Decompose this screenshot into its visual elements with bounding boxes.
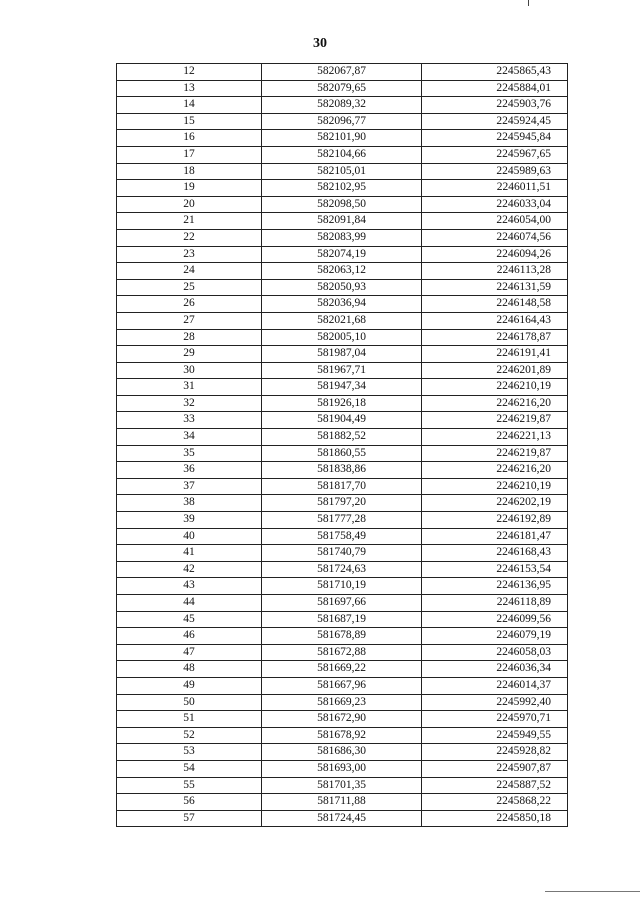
table-row <box>117 130 568 147</box>
y-coordinate-cell: 2246181,47 <box>422 528 568 545</box>
y-coordinate-cell: 2245884,01 <box>422 80 568 97</box>
x-coordinate-cell: 582079,65 <box>262 80 422 97</box>
y-coordinate-cell: 2245868,22 <box>422 794 568 811</box>
x-coordinate-cell: 581740,79 <box>262 545 422 562</box>
table-row <box>117 760 568 777</box>
point-number-cell: 44 <box>117 595 262 612</box>
x-coordinate-cell: 581724,63 <box>262 561 422 578</box>
x-coordinate-cell: 581947,34 <box>262 379 422 396</box>
x-coordinate-cell: 582091,84 <box>262 213 422 230</box>
y-coordinate-cell: 2246148,58 <box>422 296 568 313</box>
point-number-cell: 20 <box>117 196 262 213</box>
point-number-cell: 17 <box>117 146 262 163</box>
y-coordinate-cell: 2245907,87 <box>422 760 568 777</box>
table-row <box>117 329 568 346</box>
x-coordinate-cell: 581882,52 <box>262 429 422 446</box>
x-coordinate-cell: 581686,30 <box>262 744 422 761</box>
y-coordinate-cell: 2246153,54 <box>422 561 568 578</box>
x-coordinate-cell: 581672,88 <box>262 644 422 661</box>
y-coordinate-cell: 2246136,95 <box>422 578 568 595</box>
x-coordinate-cell: 581697,66 <box>262 595 422 612</box>
point-number-cell: 14 <box>117 97 262 114</box>
point-number-cell: 19 <box>117 180 262 197</box>
x-coordinate-cell: 581693,00 <box>262 760 422 777</box>
point-number-cell: 51 <box>117 711 262 728</box>
x-coordinate-cell: 581724,45 <box>262 810 422 827</box>
point-number-cell: 40 <box>117 528 262 545</box>
x-coordinate-cell: 582021,68 <box>262 312 422 329</box>
x-coordinate-cell: 581758,49 <box>262 528 422 545</box>
x-coordinate-cell: 581687,19 <box>262 611 422 628</box>
x-coordinate-cell: 581672,90 <box>262 711 422 728</box>
point-number-cell: 24 <box>117 263 262 280</box>
table-row <box>117 196 568 213</box>
table-row <box>117 694 568 711</box>
y-coordinate-cell: 2246168,43 <box>422 545 568 562</box>
table-row <box>117 462 568 479</box>
point-number-cell: 15 <box>117 113 262 130</box>
table-row <box>117 545 568 562</box>
point-number-cell: 38 <box>117 495 262 512</box>
table-row <box>117 163 568 180</box>
y-coordinate-cell: 2245928,82 <box>422 744 568 761</box>
x-coordinate-cell: 581797,20 <box>262 495 422 512</box>
point-number-cell: 45 <box>117 611 262 628</box>
point-number-cell: 43 <box>117 578 262 595</box>
table-row <box>117 213 568 230</box>
point-number-cell: 28 <box>117 329 262 346</box>
x-coordinate-cell: 581817,70 <box>262 478 422 495</box>
y-coordinate-cell: 2246178,87 <box>422 329 568 346</box>
x-coordinate-cell: 582050,93 <box>262 279 422 296</box>
table-row <box>117 661 568 678</box>
table-row <box>117 611 568 628</box>
y-coordinate-cell: 2246113,28 <box>422 263 568 280</box>
x-coordinate-cell: 581669,22 <box>262 661 422 678</box>
table-row <box>117 429 568 446</box>
table-row <box>117 279 568 296</box>
table-row <box>117 777 568 794</box>
y-coordinate-cell: 2245945,84 <box>422 130 568 147</box>
x-coordinate-cell: 582074,19 <box>262 246 422 263</box>
coordinates-table-body <box>117 64 568 827</box>
table-row <box>117 810 568 827</box>
y-coordinate-cell: 2245865,43 <box>422 64 568 81</box>
table-row <box>117 379 568 396</box>
x-coordinate-cell: 582102,95 <box>262 180 422 197</box>
y-coordinate-cell: 2245970,71 <box>422 711 568 728</box>
table-row <box>117 644 568 661</box>
point-number-cell: 48 <box>117 661 262 678</box>
y-coordinate-cell: 2246131,59 <box>422 279 568 296</box>
table-row <box>117 495 568 512</box>
x-coordinate-cell: 581777,28 <box>262 512 422 529</box>
table-row <box>117 80 568 97</box>
table-row <box>117 727 568 744</box>
y-coordinate-cell: 2246219,87 <box>422 445 568 462</box>
point-number-cell: 35 <box>117 445 262 462</box>
y-coordinate-cell: 2246011,51 <box>422 180 568 197</box>
y-coordinate-cell: 2246216,20 <box>422 395 568 412</box>
point-number-cell: 36 <box>117 462 262 479</box>
point-number-cell: 53 <box>117 744 262 761</box>
table-row <box>117 595 568 612</box>
x-coordinate-cell: 582036,94 <box>262 296 422 313</box>
point-number-cell: 22 <box>117 229 262 246</box>
y-coordinate-cell: 2246191,41 <box>422 346 568 363</box>
table-row <box>117 229 568 246</box>
x-coordinate-cell: 582005,10 <box>262 329 422 346</box>
y-coordinate-cell: 2246221,13 <box>422 429 568 446</box>
point-number-cell: 25 <box>117 279 262 296</box>
x-coordinate-cell: 581838,86 <box>262 462 422 479</box>
page-number: 30 <box>313 36 327 51</box>
y-coordinate-cell: 2246216,20 <box>422 462 568 479</box>
table-row <box>117 312 568 329</box>
point-number-cell: 34 <box>117 429 262 446</box>
table-row <box>117 296 568 313</box>
table-row <box>117 628 568 645</box>
y-coordinate-cell: 2245949,55 <box>422 727 568 744</box>
table-row <box>117 263 568 280</box>
table-row <box>117 744 568 761</box>
point-number-cell: 23 <box>117 246 262 263</box>
table-row <box>117 794 568 811</box>
point-number-cell: 18 <box>117 163 262 180</box>
y-coordinate-cell: 2246054,00 <box>422 213 568 230</box>
y-coordinate-cell: 2246118,89 <box>422 595 568 612</box>
x-coordinate-cell: 582083,99 <box>262 229 422 246</box>
y-coordinate-cell: 2245967,65 <box>422 146 568 163</box>
y-coordinate-cell: 2245989,63 <box>422 163 568 180</box>
x-coordinate-cell: 582089,32 <box>262 97 422 114</box>
table-row <box>117 246 568 263</box>
point-number-cell: 49 <box>117 677 262 694</box>
x-coordinate-cell: 581711,88 <box>262 794 422 811</box>
x-coordinate-cell: 581904,49 <box>262 412 422 429</box>
x-coordinate-cell: 581967,71 <box>262 362 422 379</box>
point-number-cell: 31 <box>117 379 262 396</box>
point-number-cell: 55 <box>117 777 262 794</box>
x-coordinate-cell: 582098,50 <box>262 196 422 213</box>
point-number-cell: 16 <box>117 130 262 147</box>
table-row <box>117 578 568 595</box>
x-coordinate-cell: 582063,12 <box>262 263 422 280</box>
point-number-cell: 56 <box>117 794 262 811</box>
table-row <box>117 395 568 412</box>
x-coordinate-cell: 581667,96 <box>262 677 422 694</box>
y-coordinate-cell: 2245924,45 <box>422 113 568 130</box>
table-row <box>117 64 568 81</box>
table-row <box>117 677 568 694</box>
point-number-cell: 39 <box>117 512 262 529</box>
point-number-cell: 50 <box>117 694 262 711</box>
table-row <box>117 478 568 495</box>
point-number-cell: 26 <box>117 296 262 313</box>
point-number-cell: 27 <box>117 312 262 329</box>
table-row <box>117 180 568 197</box>
x-coordinate-cell: 581710,19 <box>262 578 422 595</box>
table-row <box>117 113 568 130</box>
y-coordinate-cell: 2246210,19 <box>422 379 568 396</box>
y-coordinate-cell: 2246036,34 <box>422 661 568 678</box>
point-number-cell: 46 <box>117 628 262 645</box>
x-coordinate-cell: 582067,87 <box>262 64 422 81</box>
table-row <box>117 561 568 578</box>
point-number-cell: 21 <box>117 213 262 230</box>
table-row <box>117 362 568 379</box>
y-coordinate-cell: 2246014,37 <box>422 677 568 694</box>
x-coordinate-cell: 582104,66 <box>262 146 422 163</box>
point-number-cell: 54 <box>117 760 262 777</box>
point-number-cell: 57 <box>117 810 262 827</box>
point-number-cell: 32 <box>117 395 262 412</box>
point-number-cell: 37 <box>117 478 262 495</box>
x-coordinate-cell: 581860,55 <box>262 445 422 462</box>
x-coordinate-cell: 582101,90 <box>262 130 422 147</box>
scan-edge-mark <box>528 0 529 6</box>
point-number-cell: 30 <box>117 362 262 379</box>
y-coordinate-cell: 2245850,18 <box>422 810 568 827</box>
point-number-cell: 33 <box>117 412 262 429</box>
table-row <box>117 346 568 363</box>
point-number-cell: 47 <box>117 644 262 661</box>
x-coordinate-cell: 582096,77 <box>262 113 422 130</box>
y-coordinate-cell: 2246058,03 <box>422 644 568 661</box>
x-coordinate-cell: 581678,89 <box>262 628 422 645</box>
y-coordinate-cell: 2246164,43 <box>422 312 568 329</box>
y-coordinate-cell: 2245887,52 <box>422 777 568 794</box>
table-row <box>117 445 568 462</box>
point-number-cell: 12 <box>117 64 262 81</box>
y-coordinate-cell: 2246099,56 <box>422 611 568 628</box>
y-coordinate-cell: 2246219,87 <box>422 412 568 429</box>
y-coordinate-cell: 2246202,19 <box>422 495 568 512</box>
point-number-cell: 52 <box>117 727 262 744</box>
point-number-cell: 29 <box>117 346 262 363</box>
x-coordinate-cell: 581926,18 <box>262 395 422 412</box>
table-row <box>117 528 568 545</box>
table-row <box>117 711 568 728</box>
y-coordinate-cell: 2246074,56 <box>422 229 568 246</box>
y-coordinate-cell: 2245992,40 <box>422 694 568 711</box>
x-coordinate-cell: 581678,92 <box>262 727 422 744</box>
table-row <box>117 512 568 529</box>
scan-edge-mark <box>545 891 640 892</box>
y-coordinate-cell: 2246033,04 <box>422 196 568 213</box>
y-coordinate-cell: 2246079,19 <box>422 628 568 645</box>
table-row <box>117 97 568 114</box>
point-number-cell: 42 <box>117 561 262 578</box>
point-number-cell: 13 <box>117 80 262 97</box>
point-number-cell: 41 <box>117 545 262 562</box>
x-coordinate-cell: 581669,23 <box>262 694 422 711</box>
y-coordinate-cell: 2245903,76 <box>422 97 568 114</box>
y-coordinate-cell: 2246094,26 <box>422 246 568 263</box>
y-coordinate-cell: 2246210,19 <box>422 478 568 495</box>
x-coordinate-cell: 582105,01 <box>262 163 422 180</box>
y-coordinate-cell: 2246192,89 <box>422 512 568 529</box>
x-coordinate-cell: 581987,04 <box>262 346 422 363</box>
x-coordinate-cell: 581701,35 <box>262 777 422 794</box>
coordinates-table <box>116 63 568 827</box>
y-coordinate-cell: 2246201,89 <box>422 362 568 379</box>
table-row <box>117 412 568 429</box>
table-row <box>117 146 568 163</box>
